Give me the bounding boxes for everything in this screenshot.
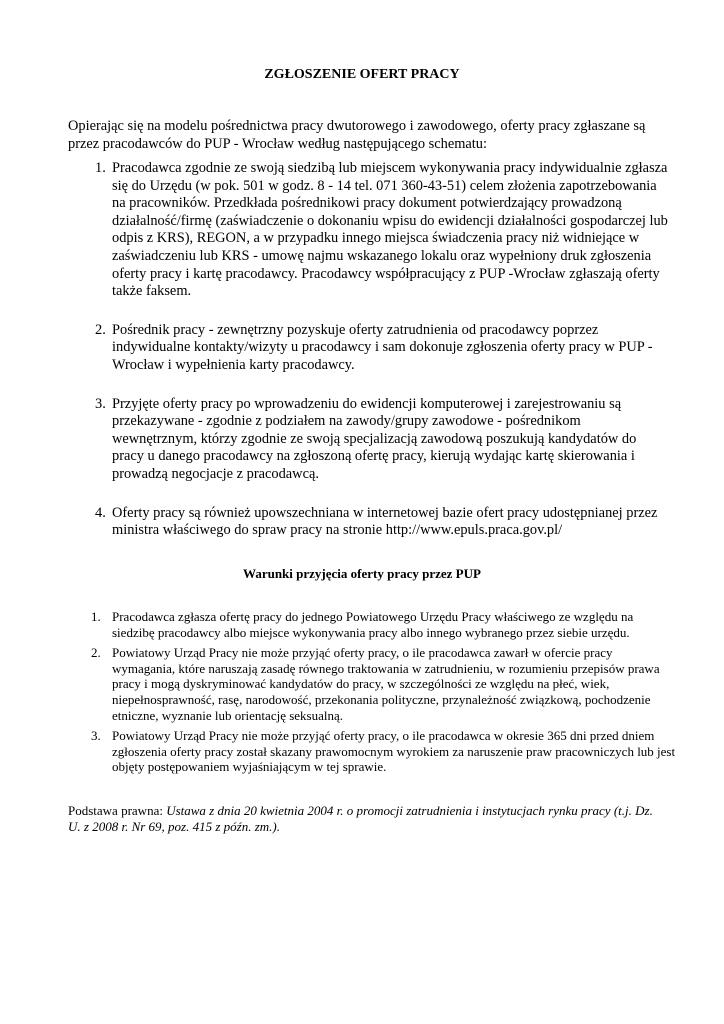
procedure-item (68, 505, 668, 540)
procedure-item-number: 2. (95, 321, 106, 338)
conditions-list (68, 609, 678, 780)
conditions-title: Warunki przyjęcia oferty pracy przez PUP (243, 566, 481, 581)
intro-paragraph: Opierając się na modelu pośrednictwa pracy dwutorowego i zawodowego, oferty pracy zgłaszane są przez pracodawców do PUP - Wrocław według następującego schematu: (68, 118, 646, 152)
condition-item (68, 609, 678, 640)
legal-basis (68, 803, 668, 835)
condition-item (68, 728, 678, 775)
procedure-item-number: 4. (95, 504, 106, 521)
condition-item-number: 3. (91, 728, 101, 744)
document-title: ZGŁOSZENIE OFERT PRACY (264, 67, 460, 82)
procedure-item (68, 322, 668, 375)
condition-item (68, 645, 678, 723)
procedure-item-number: 3. (95, 395, 106, 412)
condition-item-text: Powiatowy Urząd Pracy nie może przyjąć oferty pracy, o ile pracodawca w okresie 365 dni przed dniem zgłoszenia oferty pracy został skazany prawomocnym wyrokiem za naruszenie praw pracowniczych lub jest objęty postępowaniem wyjaśniającym w tej sprawie. (112, 728, 676, 775)
procedure-item-number: 1. (95, 160, 106, 176)
procedure-item-text: Pracodawca zgodnie ze swoją siedzibą lub miejscem wykonywania pracy indywidualnie zgłasza się do Urzędu (w pok. 501 w godz. 8 - 14 tel. 071 360-43-51) celem złożenia zapotrzebowania na pracowników. Przedkłada pośrednikowi pracy dokument potwierdzający prowadzoną działalność/firmę (zaświadczenie o dokonaniu wpisu do ewidencji działalności gospodarczej lub odpis z KRS), REGON, a w przypadku innego miejsca świadczenia pracy niż widniejące w zaświadczeniu lub KRS - umowę najmu wskazanego lokalu oraz wypełniony druk zgłoszenia oferty pracy i kartę pracodawcy. Pracodawcy współpracujący z PUP -Wrocław zgłaszają oferty także faksem. (112, 160, 668, 300)
procedure-item (68, 160, 668, 301)
procedure-item-text: Oferty pracy są również upowszechniana w internetowej bazie ofert pracy udostępnianej przez ministra właściwego do spraw pracy na stronie http://www.epuls.praca.gov.pl/ (112, 504, 658, 539)
condition-item-text: Pracodawca zgłasza ofertę pracy do jednego Powiatowego Urzędu Pracy właściwego ze względu na siedzibę pracodawcy albo miejsce wykonywania pracy albo innego wybranego przez siebie urzędu. (112, 609, 634, 640)
procedure-item-text: Pośrednik pracy - zewnętrzny pozyskuje oferty zatrudnienia od pracodawcy poprzez indywidualne kontakty/wizyty u pracodawcy i sam dokonuje zgłoszenia oferty pracy w PUP - Wrocław i wypełnienia karty pracodawcy. (112, 321, 653, 373)
condition-item-number: 1. (91, 609, 101, 624)
procedure-list (68, 160, 668, 561)
condition-item-number: 2. (91, 645, 101, 661)
procedure-item-text: Przyjęte oferty pracy po wprowadzeniu do ewidencji komputerowej i zarejestrowaniu są przekazywane - zgodnie z podziałem na zawody/grupy zawodowe - pośrednikom wewnętrznym, którzy zgodnie ze swoją specjalizacją zawodową poszukują kandydatów do pracy u danego pracodawcy na zgłoszoną ofertę pracy, kierują wydając kartę skierowania i prowadzą negocjacje z pracodawcą. (112, 395, 637, 482)
legal-basis-act: Ustawa z dnia 20 kwietnia 2004 r. o promocji zatrudnienia i instytucjach rynku pracy (t.j. Dz. U. z 2008 r. Nr 69, poz. 415 z późn. zm.). (68, 803, 653, 834)
legal-basis-label: Podstawa prawna: (68, 803, 163, 818)
condition-item-text: Powiatowy Urząd Pracy nie może przyjąć oferty pracy, o ile pracodawca zawarł w ofercie pracy wymagania, które naruszają zasadę równego traktowania w zatrudnieniu, w rozumieniu przepisów prawa pracy i mogą dyskryminować kandydatów do pracy, w szczególności ze względu na płeć, wiek, niepełnosprawność, rasę, narodowość, przekonania polityczne, przynależność związkową, pochodzenie etniczne, wyznanie lub orientację seksualną. (112, 645, 660, 723)
procedure-item (68, 396, 668, 484)
